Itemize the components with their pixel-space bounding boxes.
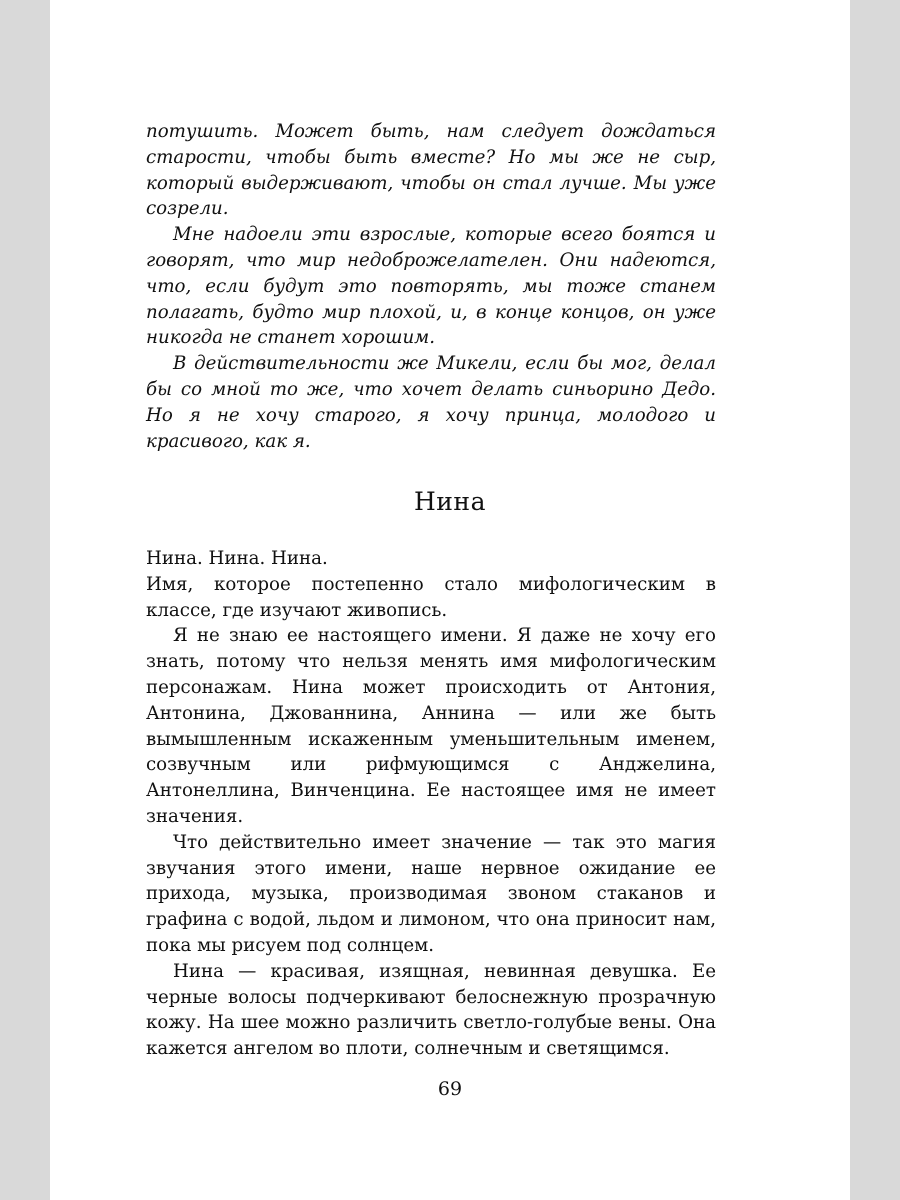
- paragraph: Я не знаю ее настоящего имени. Я даже не хочу его знать, потому что нельзя менять имя мифологическим персонажам. Нина может происходить от Антония, Антонина, Джованнина, Аннина — или же быть вымышленным искаженным уменьшительным именем, созвучным или рифмующимся с Анджелина, Антонеллина, Винченцина. Ее настоящее имя не имеет значения.: [146, 625, 716, 827]
- paragraph: Нина — красивая, изящная, невинная девушка. Ее черные волосы подчеркивают белоснежную прозрачную кожу. На шее можно различить светло-голубые вены. Она кажется ангелом во плоти, солнечным и светящимся.: [146, 960, 716, 1060]
- chapter-text: [146, 546, 716, 1062]
- paragraph: потушить. Может быть, нам следует дождаться старости, чтобы быть вместе? Но мы же не сыр, который выдерживают, чтобы он стал лучше. Мы уже созрели.: [146, 121, 716, 220]
- paragraph: Что действительно имеет значение — так это магия звучания этого имени, наше нервное ожидание ее прихода, музыка, производимая звоном стаканов и графина с водой, льдом и лимоном, что она приносит нам, пока мы рисуем под солнцем.: [146, 831, 716, 956]
- page-number: 69: [437, 1078, 463, 1100]
- paragraph: В действительности же Микели, если бы мог, делал бы со мной то же, что хочет делать синьорино Дедо. Но я не хочу старого, я хочу принца, молодого и красивого, как я.: [146, 353, 716, 452]
- paragraph: Имя, которое постепенно стало мифологическим в классе, где изучают живопись.: [146, 573, 716, 621]
- book-page: [50, 0, 850, 1200]
- paragraph: Нина. Нина. Нина.: [146, 548, 328, 569]
- previous-section-text: [146, 119, 716, 454]
- chapter-title: Нина: [413, 487, 487, 516]
- paragraph: Мне надоели эти взрослые, которые всего боятся и говорят, что мир недоброжелателен. Они надеются, что, если будут это повторять, мы тоже станем полагать, будто мир плохой, и, в конце концов, он уже никогда не станет хорошим.: [146, 224, 716, 349]
